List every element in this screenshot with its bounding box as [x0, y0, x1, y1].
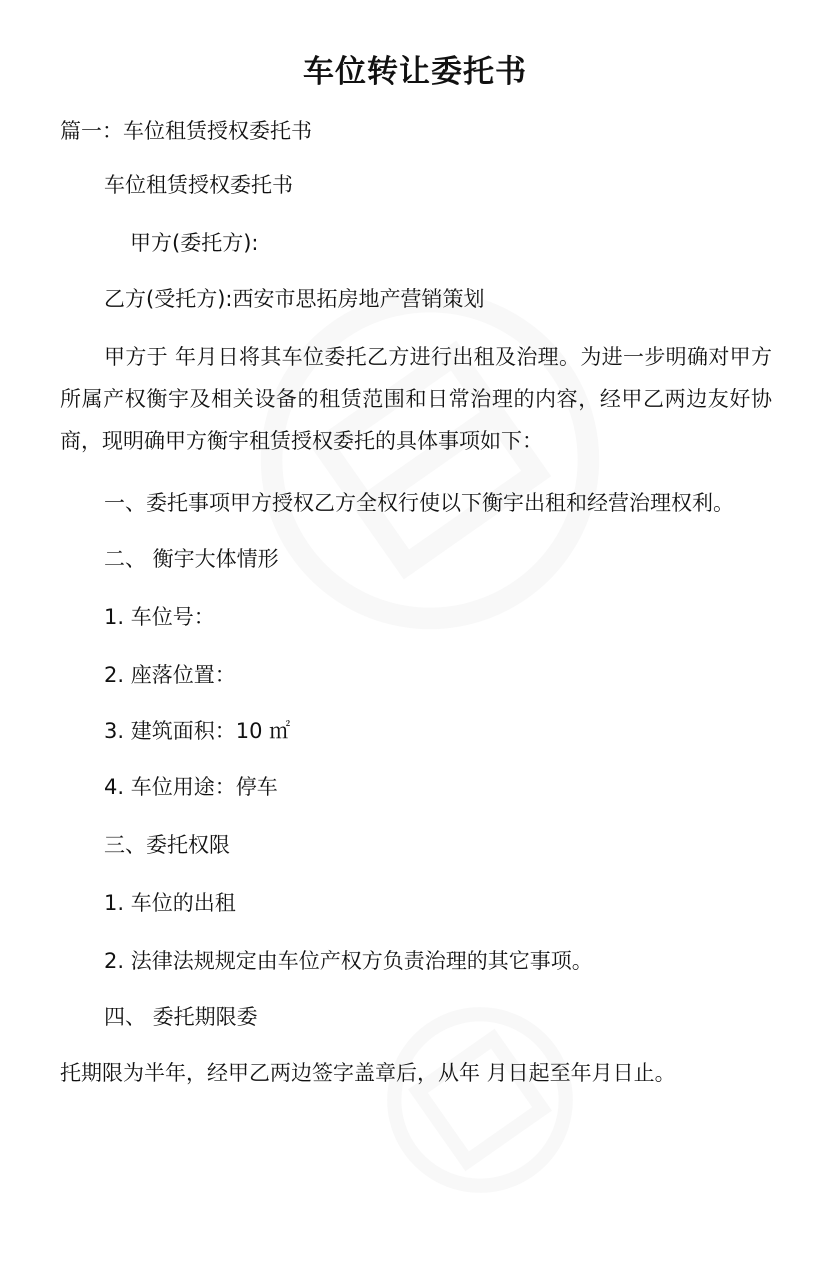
section-heading: 篇一：车位租赁授权委托书 — [60, 119, 312, 143]
party-b-label: 乙方(受托方):西安市思拓房地产营销策划 — [104, 287, 485, 311]
party-a-label: 甲方(委托方): — [130, 231, 259, 255]
clause-3-item-1: 1. 车位的出租 — [104, 891, 236, 915]
clause-3-heading: 三、委托权限 — [104, 833, 230, 857]
clause-2-item-4: 4. 车位用途：停车 — [104, 775, 278, 799]
sub-title: 车位租赁授权委托书 — [104, 173, 293, 197]
intro-paragraph: 甲方于 年月日将其车位委托乙方进行出租及治理。为进一步明确对甲方所属产权衡宇及相关设备的租赁范围和日常治理的内容，经甲乙两边友好协商，现明确甲方衡宇租赁授权委托的具体事项如下： — [60, 345, 772, 453]
clause-4-text: 托期限为半年，经甲乙两边签字盖章后，从年 月日起至年月日止。 — [60, 1061, 676, 1085]
watermark-logo-icon-bottom — [300, 932, 660, 1268]
clause-3-item-2: 2. 法律法规规定由车位产权方负责治理的其它事项。 — [104, 949, 593, 973]
clause-2-heading: 二、 衡宇大体情形 — [104, 547, 279, 571]
clause-1: 一、委托事项甲方授权乙方全权行使以下衡宇出租和经营治理权利。 — [104, 491, 734, 515]
clause-4-heading: 四、 委托期限委 — [104, 1005, 258, 1029]
clause-2-item-1: 1. 车位号： — [104, 605, 215, 629]
clause-2-item-3: 3. 建筑面积：10 ㎡ — [104, 719, 291, 743]
document-title: 车位转让委托书 — [303, 54, 527, 90]
clause-2-item-2: 2. 座落位置： — [104, 663, 236, 687]
